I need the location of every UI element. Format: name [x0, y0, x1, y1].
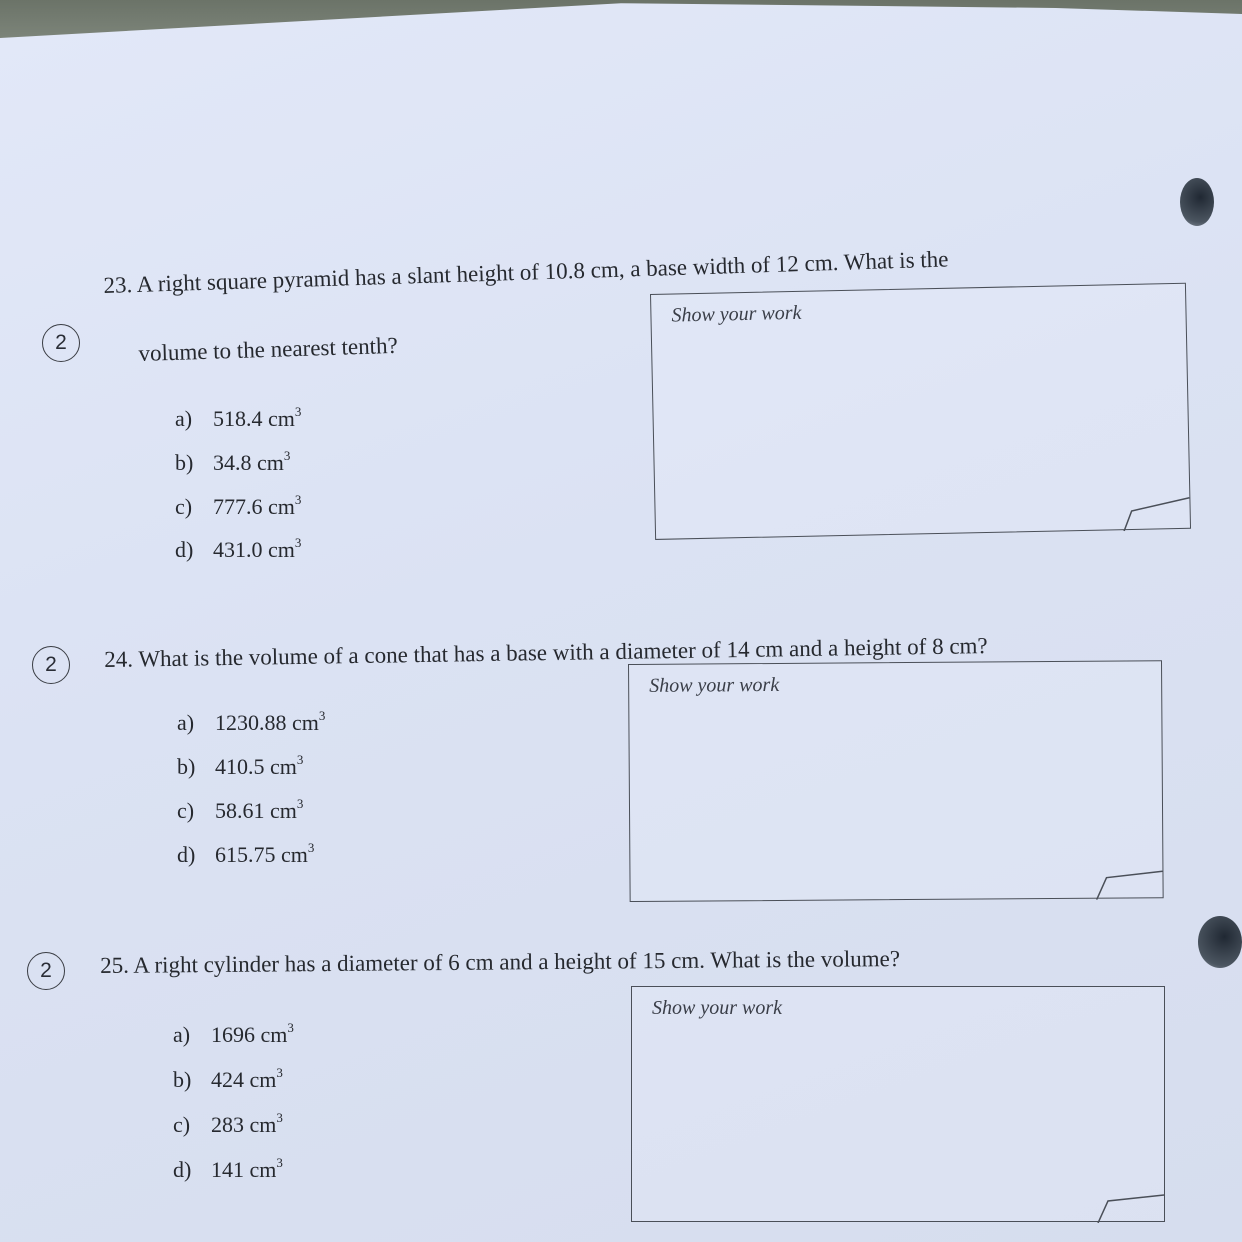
choice-value: 283 cm: [211, 1112, 277, 1137]
choice-letter: d): [177, 842, 196, 867]
choice-letter: b): [175, 450, 194, 475]
choice-exponent: 3: [283, 448, 291, 463]
page-curl-icon: [1121, 496, 1192, 531]
choice-d[interactable]: [175, 535, 301, 563]
choice-c[interactable]: [173, 1110, 283, 1138]
choice-exponent: 3: [294, 492, 302, 507]
choice-value: 1696 cm: [211, 1022, 288, 1047]
points-circle: 2: [27, 952, 65, 990]
choice-value: 410.5 cm: [215, 754, 297, 779]
work-box[interactable]: [628, 660, 1164, 902]
choice-value: 141 cm: [211, 1157, 277, 1182]
choice-b[interactable]: [173, 1065, 283, 1093]
choice-exponent: 3: [296, 752, 304, 767]
binder-hole-bottom: [1198, 916, 1242, 968]
choice-a[interactable]: [173, 1020, 294, 1048]
choice-a[interactable]: [177, 708, 325, 736]
choice-value: 777.6 cm: [213, 494, 295, 519]
choice-exponent: 3: [307, 840, 315, 855]
choice-value: 34.8 cm: [213, 450, 284, 475]
points-circle: 2: [42, 324, 80, 362]
choice-letter: a): [173, 1022, 191, 1047]
choice-value: 1230.88 cm: [215, 710, 319, 735]
choice-letter: a): [175, 406, 193, 431]
choice-value: 518.4 cm: [213, 406, 295, 431]
choice-letter: a): [177, 710, 195, 735]
choice-value: 431.0 cm: [213, 537, 295, 562]
choice-exponent: 3: [294, 535, 302, 550]
choice-exponent: 3: [287, 1020, 294, 1035]
choice-exponent: 3: [318, 708, 326, 723]
work-box-label: Show your work: [652, 997, 782, 1019]
choice-a[interactable]: [175, 404, 301, 432]
page-curl-icon: [1094, 869, 1164, 899]
choice-exponent: 3: [294, 404, 302, 419]
choice-value: 58.61 cm: [215, 798, 297, 823]
question-text-line1: 23. A right square pyramid has a slant height of 10.8 cm, a base width of 12 cm. What is the: [103, 246, 949, 298]
question-text-line2: volume to the nearest tenth?: [138, 332, 399, 366]
page-curl-icon: [1096, 1193, 1166, 1223]
choice-d[interactable]: [173, 1155, 283, 1183]
work-box[interactable]: [650, 283, 1191, 540]
table-background-edge: [0, 0, 1242, 40]
choice-b[interactable]: [175, 448, 290, 476]
binder-hole-top: [1180, 178, 1214, 226]
choice-c[interactable]: [177, 796, 303, 824]
choice-exponent: 3: [276, 1155, 283, 1170]
choice-value: 615.75 cm: [215, 842, 308, 867]
question-text-line1: 24. What is the volume of a cone that has a base with a diameter of 14 cm and a height of 8 cm?: [104, 633, 988, 672]
choice-letter: b): [173, 1067, 192, 1092]
choice-letter: b): [177, 754, 196, 779]
choice-value: 424 cm: [211, 1067, 277, 1092]
choice-exponent: 3: [276, 1110, 283, 1125]
choice-letter: d): [175, 537, 194, 562]
choice-letter: c): [177, 798, 195, 823]
choice-letter: c): [173, 1112, 191, 1137]
choice-letter: d): [173, 1157, 192, 1182]
work-box-label: Show your work: [649, 673, 780, 697]
question-text-line1: 25. A right cylinder has a diameter of 6 cm and a height of 15 cm. What is the volume?: [100, 946, 901, 978]
choice-d[interactable]: [177, 840, 314, 868]
choice-exponent: 3: [276, 1065, 283, 1080]
work-box[interactable]: [631, 986, 1165, 1222]
choice-letter: c): [175, 494, 193, 519]
choice-c[interactable]: [175, 492, 301, 520]
choice-exponent: 3: [296, 796, 304, 811]
points-circle: 2: [32, 646, 70, 684]
choice-b[interactable]: [177, 752, 303, 780]
work-box-label: Show your work: [671, 301, 802, 327]
